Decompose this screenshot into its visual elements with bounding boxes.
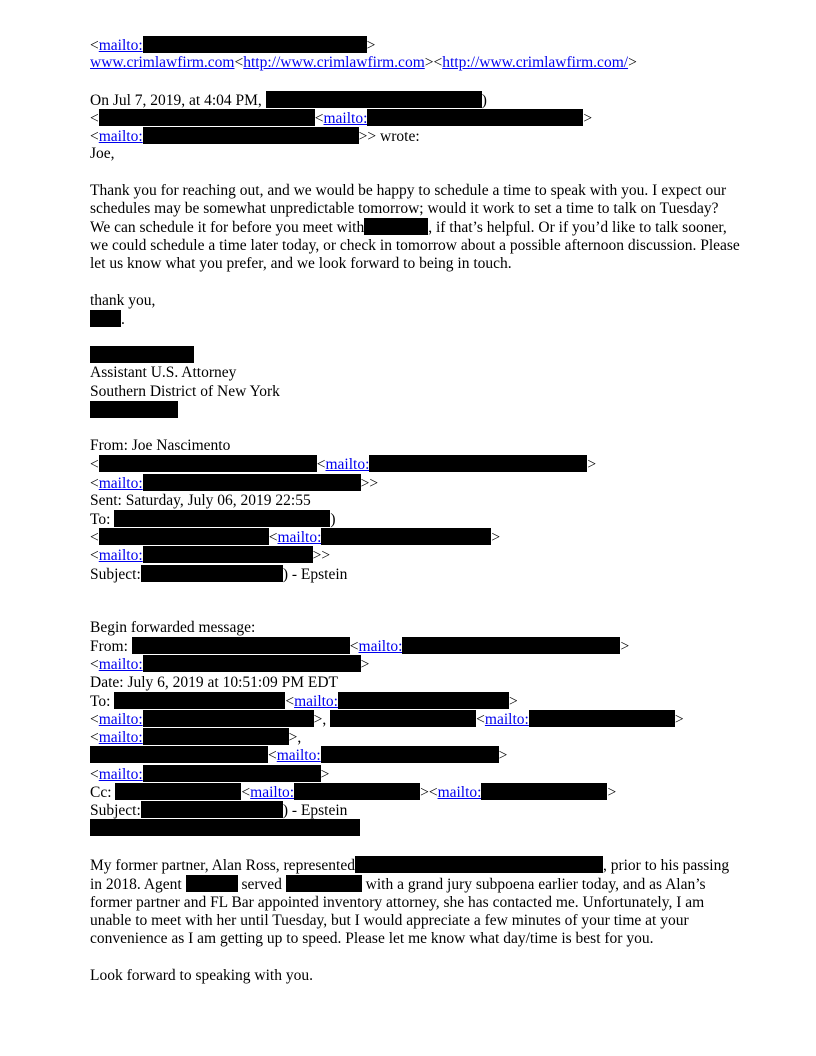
- redaction-block: [99, 528, 269, 545]
- redaction-block: [143, 127, 359, 144]
- redaction-block: [481, 783, 607, 800]
- redaction-block: [266, 91, 482, 108]
- reply-address-line: < <mailto: >: [90, 109, 593, 127]
- first-from: From: Joe Nascimento: [90, 437, 231, 455]
- redaction-block: [132, 637, 350, 654]
- forward-body-text-3: served: [241, 875, 282, 893]
- redaction-block: [143, 728, 289, 745]
- forward-to-line-5: <mailto: >: [90, 765, 330, 783]
- forward-begin: Begin forwarded message:: [90, 619, 256, 637]
- subject-label: Subject:: [90, 801, 141, 819]
- mailto-link[interactable]: mailto:: [98, 729, 143, 747]
- header-mailto-line: <mailto: >: [90, 37, 376, 54]
- redaction-block: [355, 856, 603, 873]
- reply-body-text-2: , if that’s helpful. Or if you’d like to talk sooner, we could schedule a time later today, or check in tomorrow about a possible afternoon discussion. Please let us know what you prefer, and we look forward to being in touch.: [90, 218, 740, 273]
- mailto-link[interactable]: mailto:: [98, 711, 143, 729]
- to-label: To:: [90, 692, 111, 710]
- first-to-line: To: ): [90, 510, 336, 528]
- redaction-block: [143, 655, 361, 672]
- redaction-block: [90, 346, 194, 363]
- subject-tail: ) - Epstein: [282, 801, 348, 819]
- redaction-block: [286, 875, 362, 892]
- forward-to-line-3: <mailto: >,: [90, 729, 302, 747]
- to-label: To:: [90, 510, 111, 528]
- redaction-block: [90, 401, 178, 418]
- redaction-block: [330, 710, 476, 727]
- mailto-link[interactable]: mailto:: [98, 127, 143, 145]
- mailto-link[interactable]: mailto:: [325, 456, 370, 474]
- signer-contact-line: [90, 401, 740, 419]
- mailto-link[interactable]: mailto:: [277, 529, 322, 547]
- mailto-link[interactable]: mailto:: [98, 765, 143, 783]
- closing: Look forward to speaking with you.: [90, 966, 313, 984]
- reply-body-text: Thank you for reaching out, and we would be happy to schedule a time to speak with you. I expect our schedules may be somewhat unpredictable tomorrow; would it work to set a time to talk on Tuesday? We can schedule it for before you meet with: [90, 181, 727, 236]
- redaction-block: [90, 819, 360, 836]
- reply-on-line: On Jul 7, 2019, at 4:04 PM, ): [90, 91, 487, 109]
- signer-name-line: [90, 346, 740, 364]
- mailto-link[interactable]: mailto:: [98, 474, 143, 492]
- redaction-block: [364, 218, 428, 235]
- redaction-block: [338, 692, 509, 709]
- mailto-link[interactable]: mailto:: [276, 747, 321, 765]
- website-line: www.crimlawfirm.com<http://www.crimlawfirm.com><http://www.crimlawfirm.com/>: [90, 54, 637, 72]
- mailto-link[interactable]: mailto:: [98, 547, 143, 565]
- mailto-link[interactable]: mailto:: [98, 37, 143, 54]
- redaction-block: [294, 783, 420, 800]
- redaction-block: [367, 109, 583, 126]
- redaction-block: [114, 692, 285, 709]
- redaction-block: [143, 710, 314, 727]
- mailto-link[interactable]: mailto:: [358, 638, 403, 656]
- signer-initials-line: .: [90, 310, 740, 328]
- redaction-block: [143, 474, 361, 491]
- forward-from-mailto: <mailto: >: [90, 656, 370, 674]
- mailto-link[interactable]: mailto:: [98, 656, 143, 674]
- mailto-link[interactable]: mailto:: [437, 783, 482, 801]
- mailto-link[interactable]: mailto:: [250, 783, 295, 801]
- redaction-block: [143, 765, 321, 782]
- signer-office: Southern District of New York: [90, 382, 280, 400]
- forward-to-line-4: <mailto: >: [90, 746, 740, 764]
- first-from-address: < <mailto: >: [90, 456, 597, 474]
- reply-body: [90, 182, 740, 274]
- redaction-block: [99, 109, 315, 126]
- forward-to-line: To: <mailto: >: [90, 692, 518, 710]
- first-to-mailto: <mailto: >>: [90, 547, 331, 565]
- redaction-block: [90, 310, 121, 327]
- forward-body-text-2: , prior to his passing in 2018. Agent: [90, 856, 730, 893]
- redaction-block: [321, 746, 499, 763]
- forward-redacted-line: [90, 819, 740, 837]
- mailto-link[interactable]: mailto:: [323, 109, 368, 127]
- redaction-block: [115, 783, 241, 800]
- forward-cc-line: Cc: <mailto: ><mailto: >: [90, 783, 617, 801]
- website-url-link[interactable]: http://www.crimlawfirm.com: [243, 54, 425, 72]
- redaction-block: [143, 36, 367, 53]
- forward-subject-line: [90, 801, 740, 819]
- forward-body: [90, 856, 740, 949]
- wrote-text: >> wrote:: [358, 127, 420, 145]
- email-document: [90, 36, 740, 985]
- greeting: Joe,: [90, 145, 115, 163]
- mailto-link[interactable]: mailto:: [294, 692, 338, 710]
- website-url-link-2[interactable]: http://www.crimlawfirm.com/: [442, 54, 629, 72]
- mailto-link[interactable]: mailto:: [484, 711, 529, 729]
- redaction-block: [369, 455, 587, 472]
- redaction-block: [99, 455, 317, 472]
- reply-mailto-line: <mailto: >> wrote:: [90, 127, 420, 145]
- redaction-block: [529, 710, 675, 727]
- redaction-block: [141, 801, 283, 818]
- redaction-block: [321, 528, 491, 545]
- redaction-block: [114, 510, 330, 527]
- redaction-block: [141, 565, 283, 582]
- cc-label: Cc:: [90, 783, 112, 801]
- redaction-block: [186, 875, 238, 892]
- website-link[interactable]: www.crimlawfirm.com: [90, 54, 235, 72]
- first-to-address: < <mailto: >: [90, 529, 501, 547]
- redaction-block: [90, 746, 268, 763]
- reply-date-text: On Jul 7, 2019, at 4:04 PM,: [90, 91, 262, 109]
- redaction-block: [143, 546, 313, 563]
- redaction-block: [402, 637, 620, 654]
- forward-date: Date: July 6, 2019 at 10:51:09 PM EDT: [90, 673, 338, 691]
- from-label: From:: [90, 638, 128, 656]
- forward-body-text-4: with a grand jury subpoena earlier today, and as Alan’s former partner and FL Bar appointed inventory attorney, she has contacted me. Unfortunately, I am unable to meet with her until Tuesday, but I would appreciate a few minutes of your time at your convenience as I am getting up to speed. Please let me know what day/time is best for you.: [90, 875, 706, 948]
- first-from-mailto: <mailto: >>: [90, 474, 379, 492]
- subject-label: Subject:: [90, 565, 141, 583]
- forward-body-text: My former partner, Alan Ross, represented: [90, 856, 355, 874]
- forward-from-line: From: <mailto: >: [90, 638, 630, 656]
- signoff: thank you,: [90, 291, 156, 309]
- forward-to-line-2: <mailto: >, <mailto: >: [90, 711, 684, 729]
- subject-tail: ) - Epstein: [282, 565, 348, 583]
- first-sent: Sent: Saturday, July 06, 2019 22:55: [90, 491, 311, 509]
- first-subject-line: [90, 565, 740, 583]
- signer-title: Assistant U.S. Attorney: [90, 364, 237, 382]
